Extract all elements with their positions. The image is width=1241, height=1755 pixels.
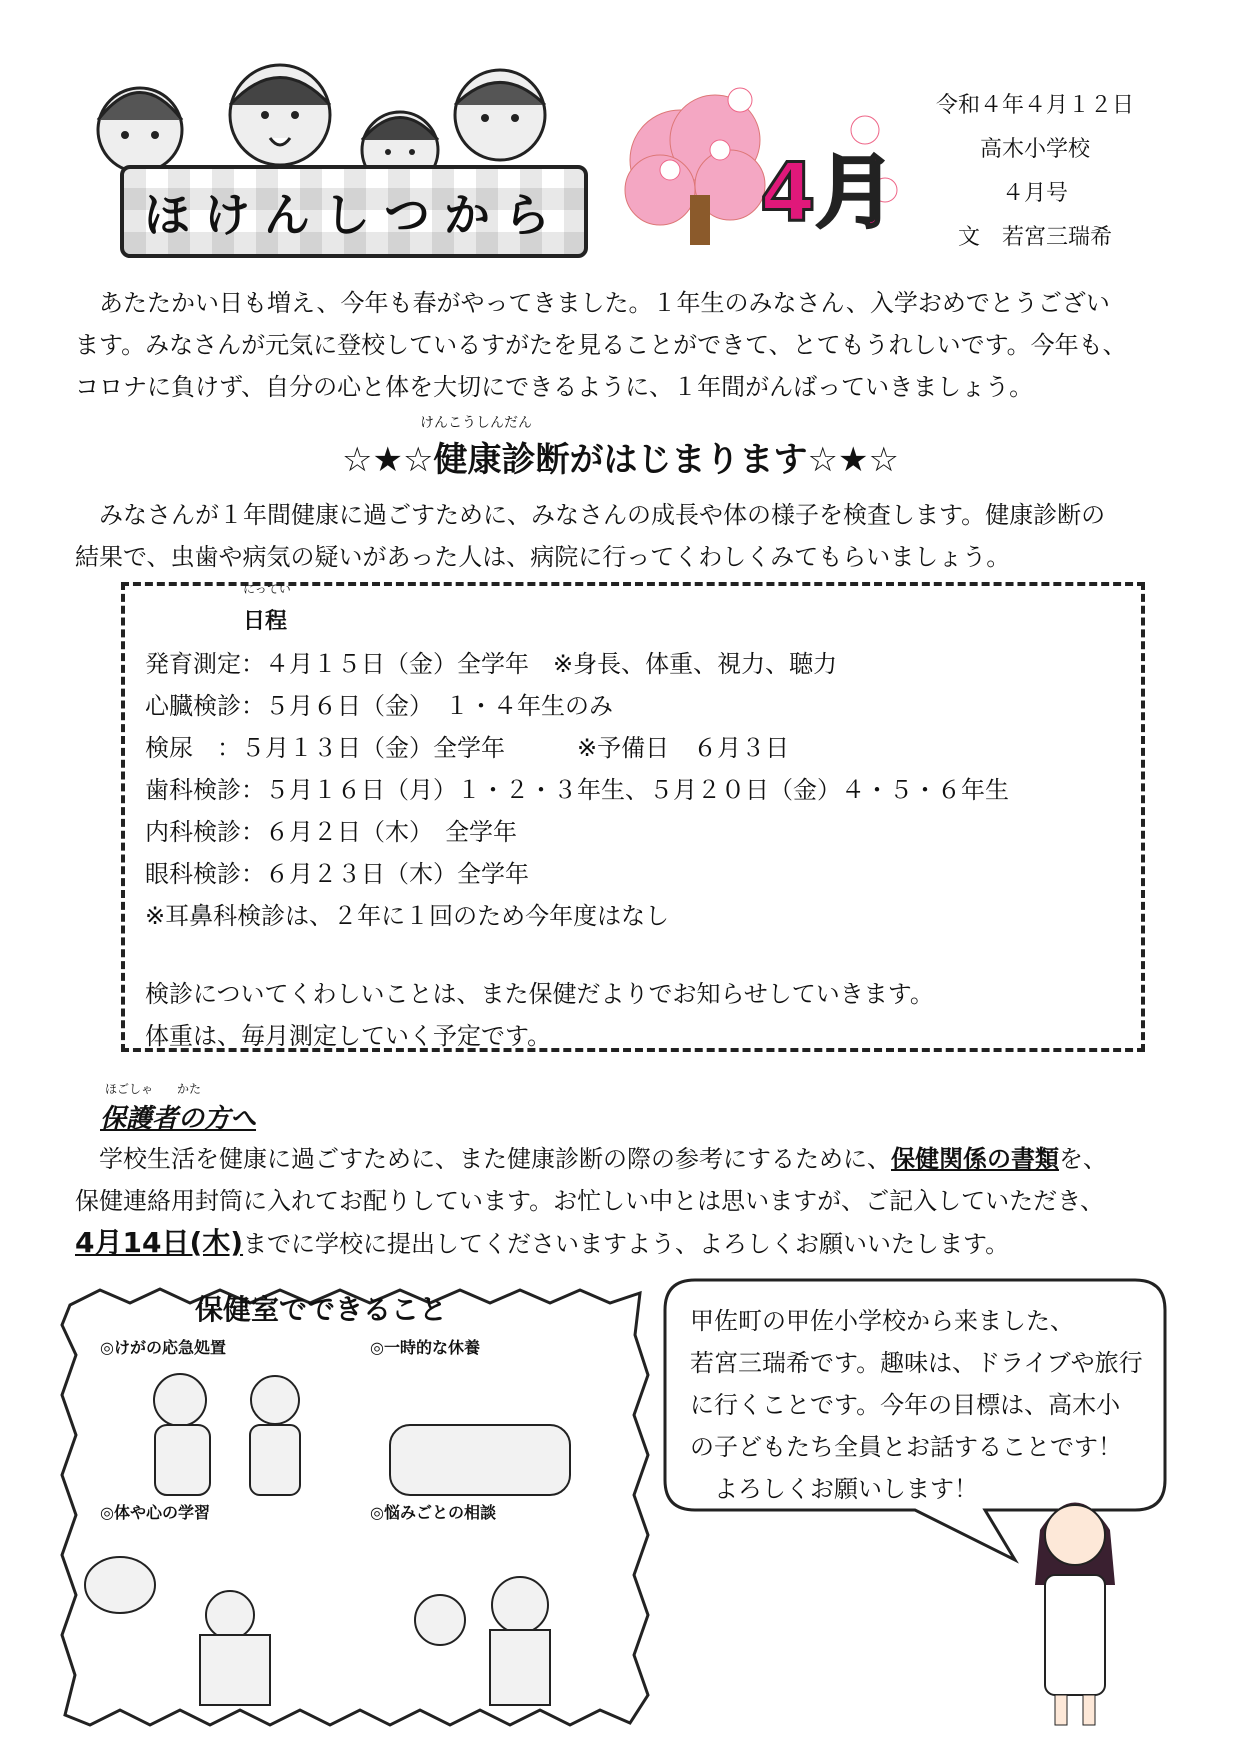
- greeting-line: の子どもたち全員とお話することです！: [690, 1433, 1122, 1461]
- intro-line: ます。みなさんが元気に登校しているすがたを見ることができて、とてもうれしいです。今年も、: [75, 331, 1127, 359]
- schedule-note: ※耳鼻科検診は、２年に１回のため今年度はなし: [145, 902, 670, 930]
- schedule-row: 歯科検診：５月１６日（月）１・２・３年生、５月２０日（金）４・５・６年生: [145, 776, 1009, 804]
- guardians-text: までに学校に提出してくださいますよう、よろしくお願いいたします。: [243, 1230, 1010, 1258]
- month-label: 4月: [760, 146, 896, 239]
- banner-title: ほけんしつから: [144, 187, 564, 242]
- intro-paragraph: [75, 282, 1175, 408]
- schedule-title: 日程: [243, 609, 288, 634]
- guardians-title: 保護者の方へ: [100, 1104, 257, 1134]
- schedule-row: 内科検診：６月２日（木） 全学年: [145, 818, 517, 846]
- nurse-illustration: [1020, 1475, 1130, 1735]
- guardians-text: を、: [1059, 1145, 1107, 1173]
- schedule-title-ruby: にってい: [243, 582, 291, 596]
- guardians-text: 保健連絡用封筒に入れてお配りしています。お忙しい中とは思いますが、ご記入していただき、: [75, 1187, 1105, 1215]
- schedule-box: [121, 582, 1145, 1052]
- checkup-heading: [0, 415, 1241, 481]
- intro-line: コロナに負けず、自分の心と体を大切にできるように、１年間がんばっていきましょう。: [75, 373, 1034, 401]
- heading-text: ☆★☆健康診断がはじまります☆★☆: [342, 440, 899, 480]
- schedule-row: 心臓検診：５月６日（金） １・４年生のみ: [145, 692, 613, 720]
- deadline: 4月14日(木): [75, 1226, 244, 1259]
- issue-date: 令和４年４月１２日: [935, 93, 1134, 118]
- schedule-row: 検尿 ：５月１３日（金）全学年 ※予備日 ６月３日: [145, 734, 790, 762]
- school-name: 高木小学校: [979, 137, 1090, 162]
- guardians-title-ruby: ほごしゃ かた: [105, 1082, 202, 1096]
- author: 文 若宮三瑞希: [957, 225, 1112, 250]
- documents-emphasis: 保健関係の書類: [891, 1145, 1059, 1173]
- schedule-row: 眼科検診：６月２３日（木）全学年: [145, 860, 529, 888]
- greeting-line: 若宮三瑞希です。趣味は、ドライブや旅行: [690, 1349, 1143, 1377]
- greeting-line: よろしくお願いします！: [690, 1475, 978, 1503]
- title-banner: [120, 165, 588, 258]
- greeting-line: 甲佐町の甲佐小学校から来ました、: [690, 1307, 1074, 1335]
- checkup-line: 結果で、虫歯や病気の疑いがあった人は、病院に行ってくわしくみてもらいましょう。: [75, 543, 1011, 571]
- issue-meta: [900, 84, 1170, 260]
- guardians-text: 学校生活を健康に過ごすために、また健康診断の際の参考にするために、: [99, 1145, 891, 1173]
- room-item: ◎悩みごとの相談: [370, 1503, 496, 1522]
- nurse-room-title: 保健室でできること: [195, 1293, 448, 1326]
- heading-ruby: けんこうしんだん: [420, 415, 532, 431]
- schedule-info: 体重は、毎月測定していく予定です。: [145, 1022, 552, 1050]
- room-item: ◎けがの応急処置: [100, 1338, 226, 1357]
- guardians-paragraph: [75, 1138, 1175, 1265]
- intro-line: あたたかい日も増え、今年も春がやってきました。１年生のみなさん、入学おめでとうござい: [99, 289, 1110, 317]
- schedule-row: 発育測定：４月１５日（金）全学年 ※身長、体重、視力、聴力: [145, 650, 838, 678]
- cherry-blossom-illustration: [620, 80, 930, 260]
- room-item: ◎体や心の学習: [100, 1503, 210, 1522]
- schedule-info: 検診についてくわしいことは、また保健だよりでお知らせしていきます。: [145, 980, 934, 1008]
- room-item: ◎一時的な休養: [370, 1338, 480, 1357]
- issue-number: ４月号: [1001, 181, 1068, 206]
- checkup-line: みなさんが１年間健康に過ごすために、みなさんの成長や体の様子を検査します。健康診断の: [99, 501, 1106, 529]
- greeting-line: に行くことです。今年の目標は、高木小: [690, 1391, 1121, 1419]
- checkup-paragraph: [75, 494, 1175, 578]
